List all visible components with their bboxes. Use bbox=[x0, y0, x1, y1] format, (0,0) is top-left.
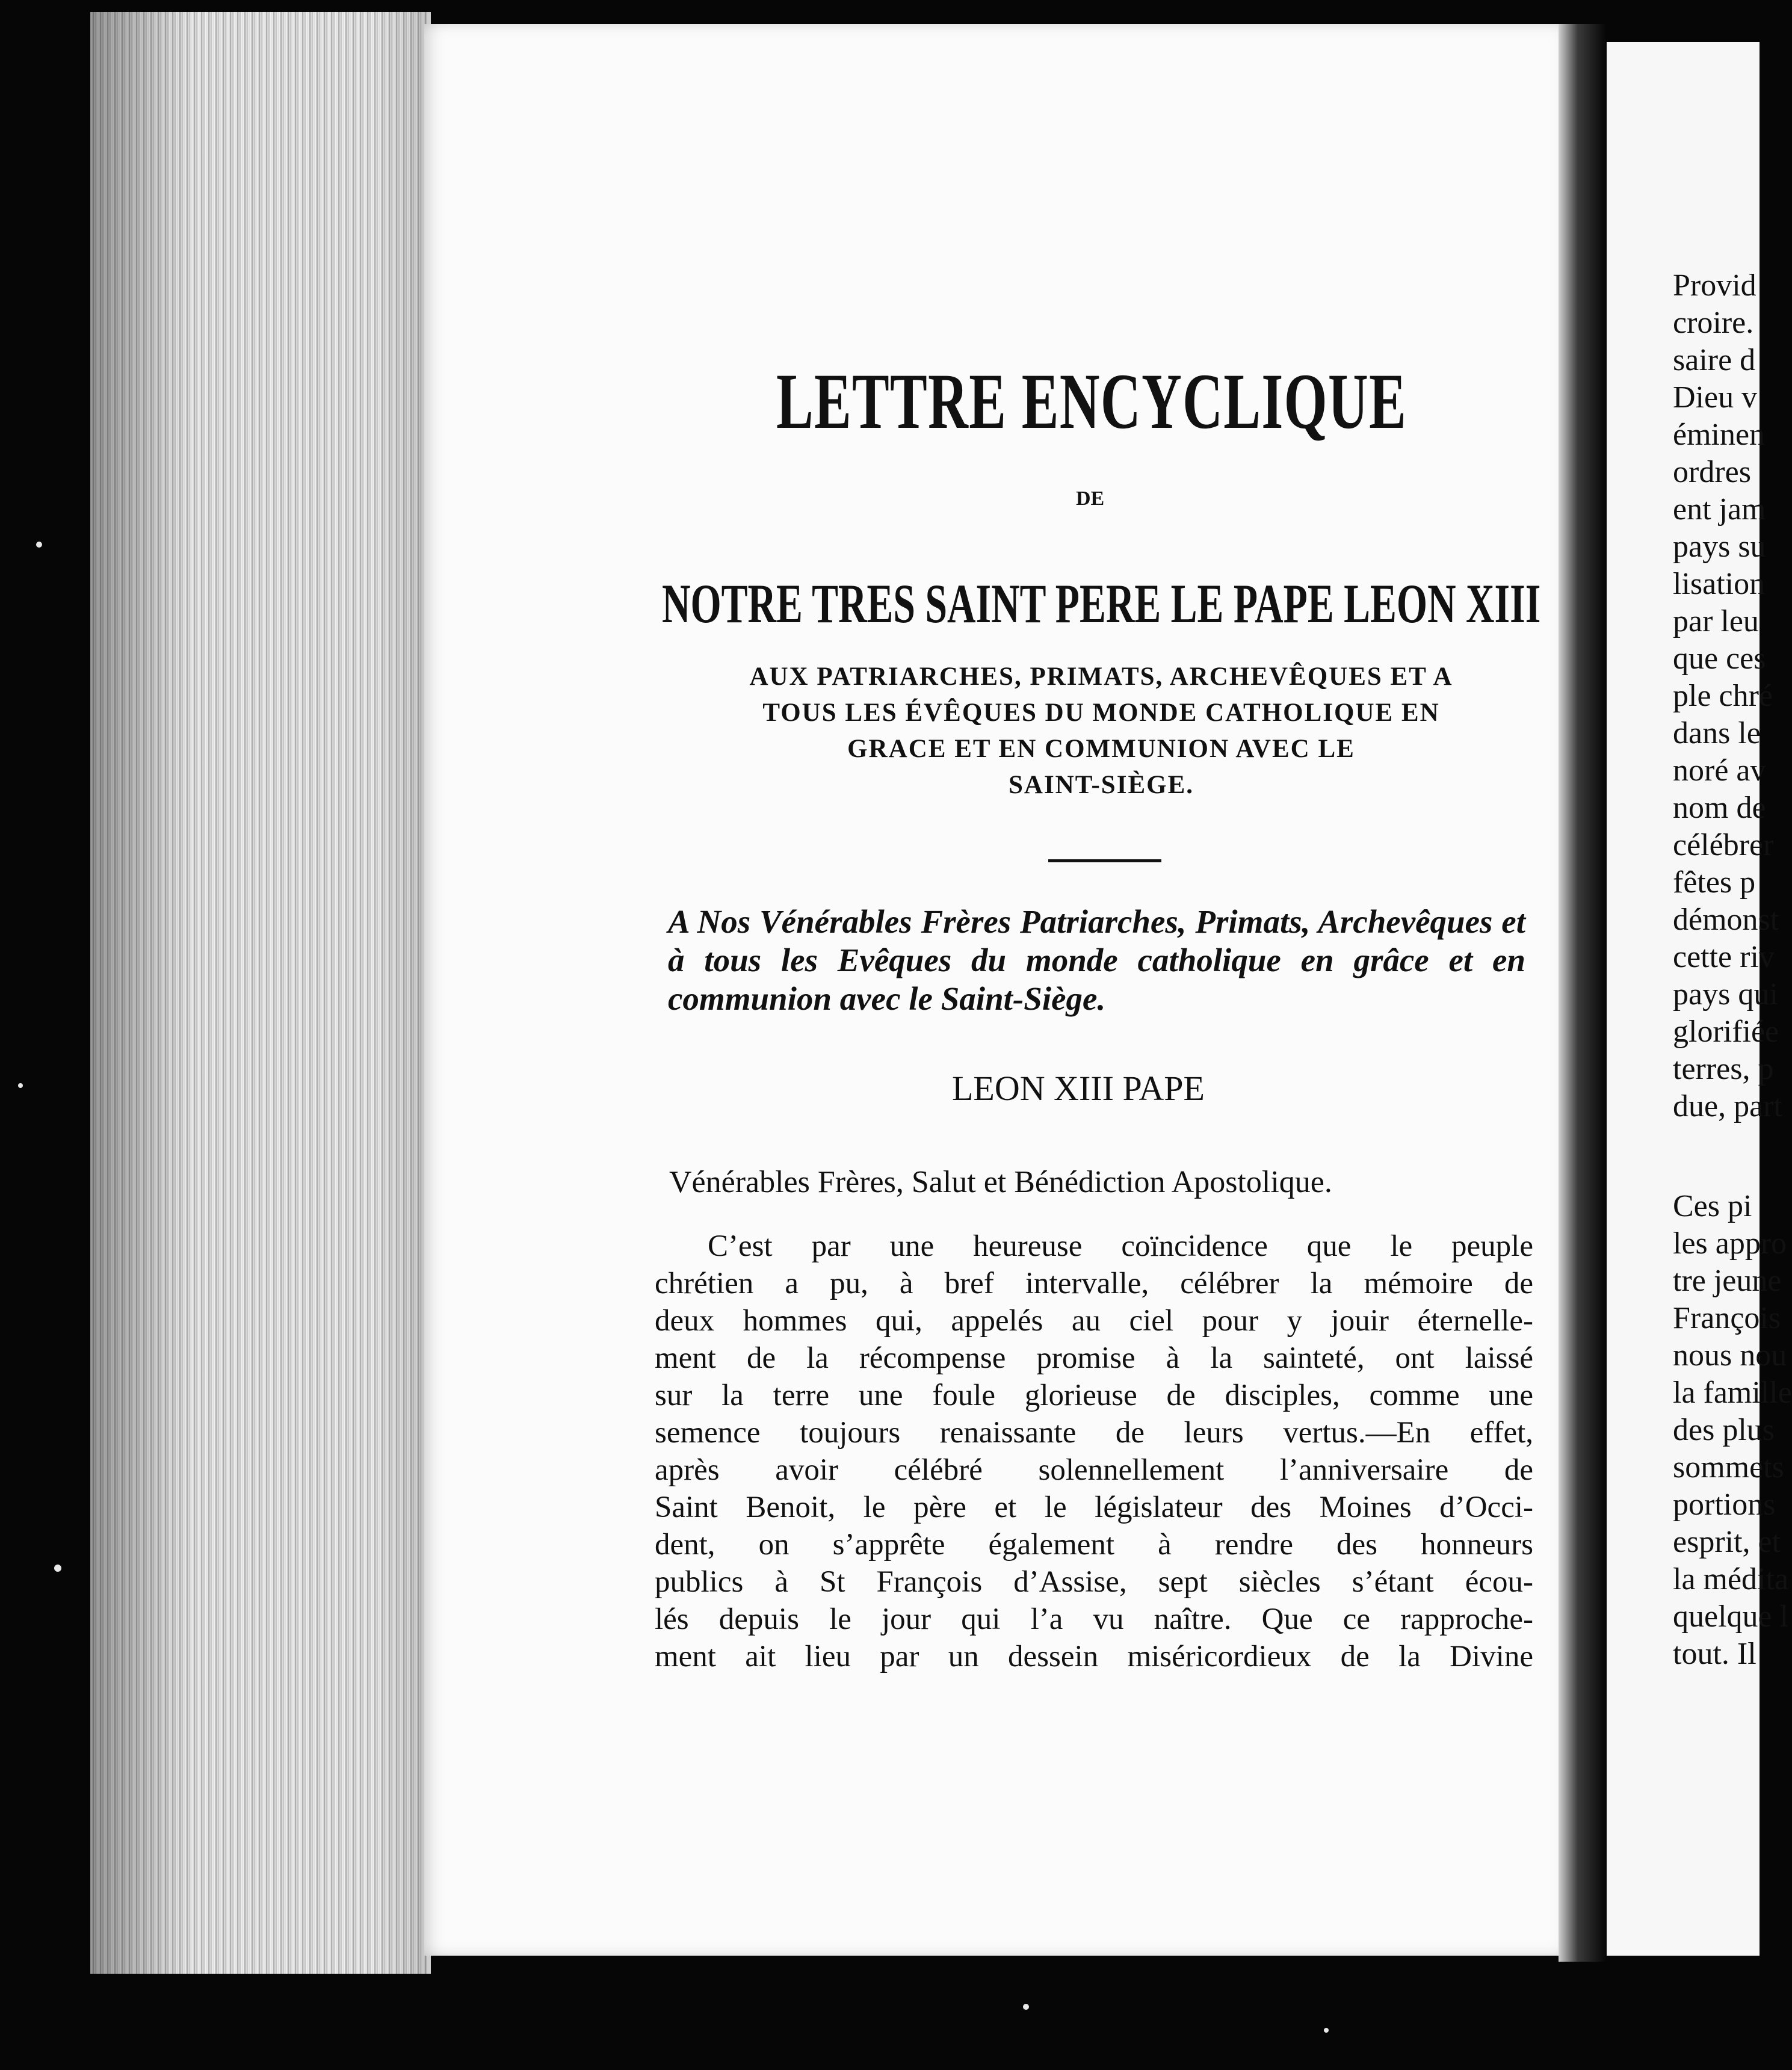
facing-page-line: lisation bbox=[1673, 567, 1766, 601]
addressee-line: SAINT-SIÈGE. bbox=[1008, 771, 1194, 799]
facing-page-line: quelque l bbox=[1673, 1599, 1789, 1634]
body-paragraph bbox=[655, 1228, 1533, 1675]
body-line: lés depuis le jour qui l’a vu naître. Que ce rapproche- bbox=[655, 1602, 1533, 1636]
facing-page-line: cette riv bbox=[1673, 940, 1775, 974]
facing-page-line: portions bbox=[1673, 1488, 1776, 1522]
facing-page-line: nous nou bbox=[1673, 1338, 1787, 1373]
facing-page-line: tout. Il bbox=[1673, 1637, 1756, 1671]
scan-speck bbox=[1324, 2028, 1329, 2033]
facing-page-line: dans le bbox=[1673, 716, 1761, 750]
body-line: ment de la récompense promise à la sainteté, ont laissé bbox=[655, 1341, 1533, 1375]
body-line: ment ait lieu par un dessein miséricordieux de la Divine bbox=[655, 1640, 1533, 1673]
addressee-block bbox=[716, 659, 1486, 803]
facing-page-line: ent jam bbox=[1673, 492, 1766, 527]
facing-page-line: nom de bbox=[1673, 791, 1766, 825]
facing-page-line: croire. bbox=[1673, 306, 1754, 340]
facing-page-line: la médita bbox=[1673, 1562, 1789, 1596]
facing-page-line: noré av bbox=[1673, 753, 1766, 788]
facing-page-line: que ces bbox=[1673, 641, 1766, 676]
body-line: après avoir célébré solennellement l’anniversaire de bbox=[655, 1453, 1533, 1487]
addressee-line: AUX PATRIARCHES, PRIMATS, ARCHEVÊQUES ET A bbox=[749, 663, 1453, 691]
facing-page-line: les appro bbox=[1673, 1226, 1787, 1261]
facing-page-line: tre jeune bbox=[1673, 1264, 1782, 1298]
facing-page-line: pays qui bbox=[1673, 977, 1778, 1012]
facing-page-line: célébrer bbox=[1673, 828, 1774, 862]
facing-page-line: terres, p bbox=[1673, 1052, 1774, 1086]
body-line: C’est par une heureuse coïncidence que le peuple bbox=[708, 1229, 1533, 1263]
body-line: dent, on s’apprête également à rendre des honneurs bbox=[655, 1528, 1533, 1562]
facing-page-line: Provid bbox=[1673, 268, 1756, 303]
facing-page-line: pays su bbox=[1673, 530, 1766, 564]
scan-speck bbox=[36, 542, 42, 548]
facing-page-line: Dieu v bbox=[1673, 380, 1758, 415]
greeting: Vénérables Frères, Salut et Bénédiction Apostolique. bbox=[669, 1165, 1332, 1199]
facing-page-line: ple chré bbox=[1673, 679, 1773, 713]
facing-page-line: des plus bbox=[1673, 1413, 1775, 1447]
facing-page-line: la famille bbox=[1673, 1376, 1792, 1410]
addressee-line: TOUS LES ÉVÊQUES DU MONDE CATHOLIQUE EN bbox=[762, 699, 1440, 727]
body-line: Saint Benoit, le père et le législateur des Moines d’Occi- bbox=[655, 1491, 1533, 1524]
scan-speck bbox=[54, 1565, 61, 1572]
facing-page-line: saire d bbox=[1673, 343, 1756, 377]
addressee-line: GRACE ET EN COMMUNION AVEC LE bbox=[847, 735, 1355, 763]
facing-page-line: fêtes p bbox=[1673, 865, 1756, 900]
facing-page-line: par leu bbox=[1673, 604, 1759, 638]
body-line: sur la terre une foule glorieuse de disciples, comme une bbox=[655, 1379, 1533, 1412]
facing-page-line: éminen bbox=[1673, 418, 1766, 452]
scan-speck bbox=[1023, 2004, 1029, 2010]
document-subtitle: NOTRE TRES SAINT PERE LE PAPE LEON XIII bbox=[662, 573, 1541, 634]
facing-page-line: sommets bbox=[1673, 1450, 1784, 1485]
facing-page-line: François bbox=[1673, 1301, 1781, 1335]
title-connector: DE bbox=[1076, 487, 1105, 510]
body-line: publics à St François d’Assise, sept siècles s’étant écou- bbox=[655, 1565, 1533, 1599]
pope-heading: LEON XIII PAPE bbox=[952, 1069, 1205, 1108]
section-divider bbox=[1048, 859, 1161, 862]
facing-page-line: esprit, et bbox=[1673, 1525, 1781, 1559]
facing-page-line: due, part bbox=[1673, 1089, 1782, 1123]
scan-speck bbox=[18, 1083, 23, 1088]
facing-page-line: Ces pi bbox=[1673, 1189, 1752, 1223]
body-line: semence toujours renaissante de leurs vertus.—En effet, bbox=[655, 1416, 1533, 1450]
body-line: chrétien a pu, à bref intervalle, célébrer la mémoire de bbox=[655, 1267, 1533, 1300]
body-line: deux hommes qui, appelés au ciel pour y jouir éternelle- bbox=[655, 1304, 1533, 1338]
facing-page-line: ordres bbox=[1673, 455, 1751, 489]
facing-page-line: démonst bbox=[1673, 903, 1779, 937]
dedication: A Nos Vénérables Frères Patriarches, Primats, Archevêques et à tous les Evêques du monde catholique en grâce et en communion avec le Saint-Siège. bbox=[668, 903, 1525, 1017]
document-title: LETTRE ENCYCLIQUE bbox=[776, 357, 1407, 445]
facing-page-line: glorifiée bbox=[1673, 1015, 1779, 1049]
